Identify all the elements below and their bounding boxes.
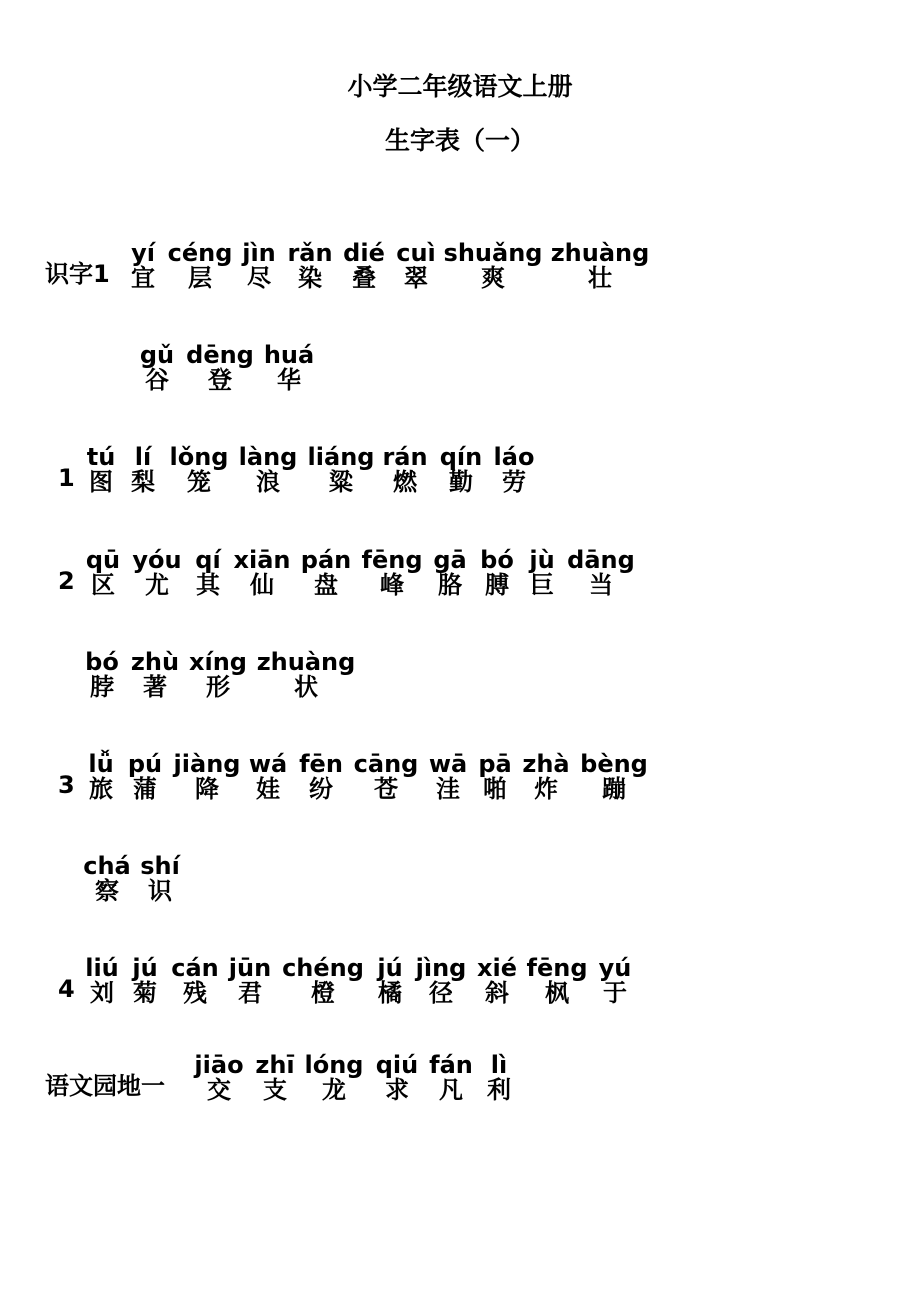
pinyin: dēng: [186, 341, 254, 369]
character-entry: [249, 751, 287, 803]
hanzi: 纷: [309, 775, 333, 803]
pinyin: zhī: [255, 1051, 295, 1079]
hanzi: 蒲: [132, 775, 157, 803]
character-entry: [308, 444, 375, 496]
pinyin: shí: [140, 852, 180, 880]
hanzi: 登: [207, 366, 232, 394]
pinyin: tú: [86, 443, 116, 471]
hanzi: 菊: [133, 979, 157, 1007]
character-entry: [194, 1052, 243, 1104]
character-entry: [529, 547, 554, 599]
character-entry: [362, 547, 423, 599]
hanzi: 龙: [321, 1076, 346, 1104]
character-entry: [287, 240, 332, 292]
character-entry: [522, 751, 569, 803]
row-label: 2: [58, 567, 75, 595]
pinyin: lì: [490, 1051, 508, 1079]
hanzi: 勤: [449, 468, 473, 496]
character-entry: [282, 955, 364, 1007]
hanzi: 交: [206, 1076, 231, 1104]
character-entry: [229, 955, 271, 1007]
hanzi: 斜: [484, 979, 509, 1007]
pinyin: shuǎng: [443, 239, 543, 267]
character-entry: [299, 751, 343, 803]
character-entry: [429, 1052, 473, 1104]
pinyin: yí: [131, 239, 155, 267]
pinyin: jiàng: [173, 750, 241, 778]
hanzi: 区: [90, 571, 115, 599]
hanzi: 刘: [89, 979, 114, 1007]
hanzi: 膊: [484, 571, 509, 599]
pinyin: xíng: [189, 648, 247, 676]
row-label: 4: [58, 975, 75, 1003]
hanzi: 利: [487, 1076, 511, 1104]
pinyin: pú: [127, 750, 163, 778]
hanzi: 识: [147, 877, 172, 905]
character-entry: [494, 444, 535, 496]
hanzi: 察: [94, 877, 119, 905]
hanzi: 谷: [144, 366, 169, 394]
hanzi: 华: [277, 366, 301, 394]
pinyin: jìng: [415, 954, 467, 982]
pinyin: qí: [195, 546, 221, 574]
row-label: 语文园地一: [45, 1072, 165, 1100]
pinyin: jù: [529, 546, 555, 574]
character-entry: [171, 955, 219, 1007]
hanzi: 尤: [145, 571, 169, 599]
pinyin: gǔ: [139, 341, 175, 369]
character-entry: [128, 751, 162, 803]
hanzi: 染: [298, 264, 322, 292]
hanzi: 求: [385, 1076, 409, 1104]
pinyin: lǚ: [88, 750, 114, 778]
character-entry: [85, 955, 119, 1007]
character-entry: [85, 649, 119, 701]
character-entry: [487, 1052, 511, 1104]
hanzi: 宜: [131, 264, 155, 292]
character-entry: [440, 444, 483, 496]
pinyin: pā: [478, 750, 512, 778]
hanzi: 劳: [501, 468, 526, 496]
pinyin: lí: [134, 443, 152, 471]
character-entry: [131, 649, 179, 701]
hanzi: 君: [238, 979, 262, 1007]
character-entry: [140, 853, 180, 905]
character-entry: [396, 240, 436, 292]
character-entry: [527, 955, 588, 1007]
pinyin: wá: [248, 750, 288, 778]
pinyin: zhuàng: [256, 648, 356, 676]
character-entry: [301, 547, 351, 599]
character-entry: [354, 751, 419, 803]
character-entry: [186, 342, 254, 394]
pinyin: jú: [377, 954, 403, 982]
pinyin: jú: [132, 954, 158, 982]
pinyin: cán: [171, 954, 219, 982]
pinyin: bó: [85, 648, 119, 676]
hanzi: 当: [588, 571, 613, 599]
pinyin: zhù: [130, 648, 180, 676]
pinyin: céng: [167, 239, 233, 267]
hanzi: 脖: [89, 673, 114, 701]
character-entry: [132, 955, 157, 1007]
character-entry: [382, 444, 427, 496]
pinyin: wā: [428, 750, 468, 778]
pinyin: zhà: [522, 750, 570, 778]
hanzi: 笼: [186, 468, 211, 496]
character-entry: [88, 751, 113, 803]
hanzi: 叠: [352, 264, 376, 292]
character-entry: [195, 547, 220, 599]
hanzi: 粱: [328, 468, 353, 496]
hanzi: 尽: [246, 264, 271, 292]
page-title: 小学二年级语文上册: [347, 72, 573, 101]
character-entry: [264, 342, 314, 394]
hanzi: 于: [602, 979, 627, 1007]
hanzi: 盘: [314, 571, 338, 599]
pinyin: làng: [238, 443, 298, 471]
hanzi: 残: [182, 979, 207, 1007]
pinyin: jūn: [228, 954, 272, 982]
hanzi: 梨: [131, 468, 155, 496]
pinyin: xié: [477, 954, 517, 982]
character-entry: [174, 751, 241, 803]
pinyin: dié: [343, 239, 385, 267]
hanzi: 其: [196, 571, 220, 599]
character-entry: [444, 240, 543, 292]
pinyin: chá: [83, 852, 131, 880]
pinyin: lóng: [304, 1051, 364, 1079]
pinyin: fēng: [526, 954, 588, 982]
hanzi: 巨: [530, 571, 554, 599]
character-entry: [242, 240, 276, 292]
pinyin: fán: [429, 1051, 473, 1079]
character-entry: [433, 547, 466, 599]
pinyin: qiú: [375, 1051, 419, 1079]
character-entry: [429, 751, 467, 803]
hanzi: 枫: [544, 979, 569, 1007]
character-entry: [599, 955, 632, 1007]
pinyin: bó: [480, 546, 514, 574]
hanzi: 苍: [374, 775, 398, 803]
hanzi: 蹦: [601, 775, 626, 803]
character-entry: [87, 444, 116, 496]
row-label: 识字1: [45, 260, 110, 288]
hanzi: 径: [429, 979, 453, 1007]
hanzi: 旅: [89, 775, 113, 803]
pinyin: fēng: [361, 546, 423, 574]
character-entry: [257, 649, 356, 701]
character-entry: [131, 240, 155, 292]
hanzi: 图: [89, 468, 113, 496]
character-entry: [580, 751, 648, 803]
hanzi: 状: [293, 673, 318, 701]
character-entry: [239, 444, 298, 496]
character-entry: [480, 547, 514, 599]
pinyin: liáng: [307, 443, 375, 471]
pinyin: liú: [85, 954, 119, 982]
pinyin: dāng: [567, 546, 635, 574]
hanzi: 炸: [534, 775, 558, 803]
pinyin: bèng: [580, 750, 648, 778]
pinyin: gā: [433, 546, 467, 574]
character-entry: [83, 853, 131, 905]
character-entry: [477, 955, 517, 1007]
character-entry: [168, 240, 233, 292]
pinyin: rǎn: [287, 239, 333, 267]
character-entry: [189, 649, 247, 701]
character-entry: [170, 444, 229, 496]
pinyin: qín: [439, 443, 483, 471]
hanzi: 啪: [483, 775, 507, 803]
hanzi: 娃: [256, 775, 280, 803]
character-entry: [234, 547, 291, 599]
pinyin: zhuàng: [550, 239, 650, 267]
character-entry: [376, 1052, 419, 1104]
pinyin: huá: [263, 341, 315, 369]
pinyin: rán: [382, 443, 428, 471]
character-entry: [551, 240, 650, 292]
character-entry: [305, 1052, 364, 1104]
hanzi: 燃: [393, 468, 417, 496]
pinyin: yú: [598, 954, 632, 982]
pinyin: qū: [85, 546, 121, 574]
character-entry: [478, 751, 511, 803]
hanzi: 胳: [438, 571, 462, 599]
hanzi: 洼: [436, 775, 460, 803]
character-entry: [131, 444, 155, 496]
hanzi: 爽: [480, 264, 505, 292]
hanzi: 仙: [250, 571, 274, 599]
row-label: 1: [58, 464, 75, 492]
hanzi: 形: [205, 673, 230, 701]
pinyin: láo: [493, 443, 535, 471]
character-entry: [255, 1052, 294, 1104]
hanzi: 橘: [378, 979, 402, 1007]
page-subtitle: 生字表（一）: [384, 126, 535, 155]
pinyin: fēn: [299, 750, 343, 778]
row-label: 3: [58, 771, 75, 799]
hanzi: 降: [194, 775, 219, 803]
character-entry: [86, 547, 120, 599]
character-entry: [343, 240, 385, 292]
character-entry: [377, 955, 402, 1007]
pinyin: lǒng: [169, 443, 229, 471]
hanzi: 支: [263, 1076, 287, 1104]
pinyin: xiān: [233, 546, 291, 574]
hanzi: 凡: [438, 1076, 463, 1104]
hanzi: 壮: [587, 264, 612, 292]
hanzi: 峰: [379, 571, 404, 599]
pinyin: jiāo: [194, 1051, 244, 1079]
character-entry: [140, 342, 174, 394]
character-entry: [132, 547, 181, 599]
character-entry: [567, 547, 635, 599]
hanzi: 橙: [310, 979, 335, 1007]
hanzi: 浪: [256, 468, 280, 496]
pinyin: jìn: [242, 239, 276, 267]
character-entry: [416, 955, 467, 1007]
pinyin: pán: [300, 546, 352, 574]
pinyin: cāng: [353, 750, 419, 778]
hanzi: 著: [142, 673, 167, 701]
hanzi: 翠: [403, 264, 428, 292]
pinyin: cuì: [396, 239, 436, 267]
pinyin: yóu: [132, 546, 182, 574]
pinyin: chéng: [282, 954, 364, 982]
hanzi: 层: [188, 264, 212, 292]
